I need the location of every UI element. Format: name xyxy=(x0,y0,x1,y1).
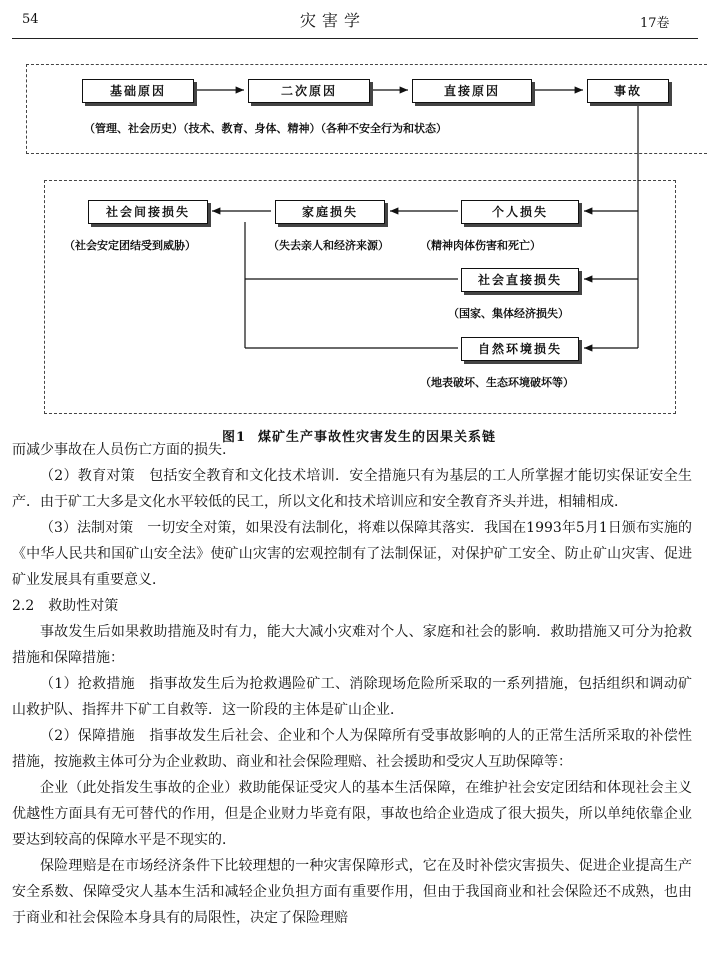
box-social-indirect-loss: 社会间接损失 xyxy=(88,200,208,224)
section-heading: 2.2 救助性对策 xyxy=(12,598,119,614)
body-text xyxy=(12,437,692,931)
paragraph: 保险理赔是在市场经济条件下比较理想的一种灾害保障形式，它在及时补偿灾害损失、促进企业提高生产安全系数、保障受灾人基本生活和减轻企业负担方面有重要作用，但由于我国商业和社会保险还不成熟，也由于商业和社会保险本身具有的局限性，决定了保险理赔 xyxy=(12,858,692,926)
note-social-direct: （国家、集体经济损失） xyxy=(448,307,569,320)
paragraph: 事故发生后如果救助措施及时有力，能大大减小灾难对个人、家庭和社会的影响．救助措施又可分为抢救措施和保障措施： xyxy=(12,624,692,666)
paragraph: （3）法制对策 一切安全对策，如果没有法制化，将难以保障其落实．我国在1993年5月1日颁布实施的《中华人民共和国矿山安全法》使矿山灾害的宏观控制有了法制保证，对保护矿工安全、防止矿山灾害、促进矿业发展具有重要意义． xyxy=(12,520,692,588)
box-direct-cause: 直接原因 xyxy=(412,79,532,103)
note-family: （失去亲人和经济来源） xyxy=(268,239,389,252)
page-number: 54 xyxy=(22,12,39,27)
box-secondary-cause: 二次原因 xyxy=(248,79,370,103)
box-accident: 事故 xyxy=(587,79,669,103)
paragraph: 而减少事故在人员伤亡方面的损失. xyxy=(12,442,227,458)
box-personal-loss: 个人损失 xyxy=(461,200,579,224)
volume-label: 17卷 xyxy=(640,16,670,31)
box-social-direct-loss: 社会直接损失 xyxy=(461,268,579,292)
paragraph: （2）教育对策 包括安全教育和文化技术培训．安全措施只有为基层的工人所掌握才能切实保证安全生产．由于矿工大多是文化水平较低的民工，所以文化和技术培训应和安全教育齐头并进，相辅相成． xyxy=(12,468,692,510)
box-environment-loss: 自然环境损失 xyxy=(461,337,579,361)
paragraph: （2）保障措施 指事故发生后社会、企业和个人为保障所有受事故影响的人的正常生活所采取的补偿性措施，按施救主体可分为企业救助、商业和社会保险理赔、社会援助和受灾人互助保障等： xyxy=(12,728,692,770)
box-basic-cause: 基础原因 xyxy=(82,79,194,103)
journal-title: 灾害学 xyxy=(300,11,367,30)
paragraph: （1）抢救措施 指事故发生后为抢救遇险矿工、消除现场危险所采取的一系列措施，包括组织和调动矿山救护队、指挥井下矿工自救等．这一阶段的主体是矿山企业． xyxy=(12,676,692,718)
box-family-loss: 家庭损失 xyxy=(275,200,385,224)
figure-title: 煤矿生产事故性灾害发生的因果关系链 xyxy=(258,430,497,445)
paragraph: 企业（此处指发生事故的企业）救助能保证受灾人的基本生活保障，在维护社会安定团结和体现社会主义优越性方面具有无可替代的作用，但是企业财力毕竟有限，事故也给企业造成了很大损失，所以单纯依靠企业要达到较高的保障水平是不现实的． xyxy=(12,780,692,848)
note-environment: （地表破坏、生态环境破坏等） xyxy=(420,376,574,389)
figure-number: 图1 xyxy=(221,430,247,445)
note-social-indirect: （社会安定团结受到威胁） xyxy=(64,239,196,252)
page-header xyxy=(0,0,718,44)
note-personal: （精神肉体伤害和死亡） xyxy=(420,239,541,252)
cause-note: （管理、社会历史）（技术、教育、身体、精神）（各种不安全行为和状态） xyxy=(84,122,447,135)
header-rule xyxy=(12,38,698,39)
figure-1 xyxy=(0,56,718,446)
